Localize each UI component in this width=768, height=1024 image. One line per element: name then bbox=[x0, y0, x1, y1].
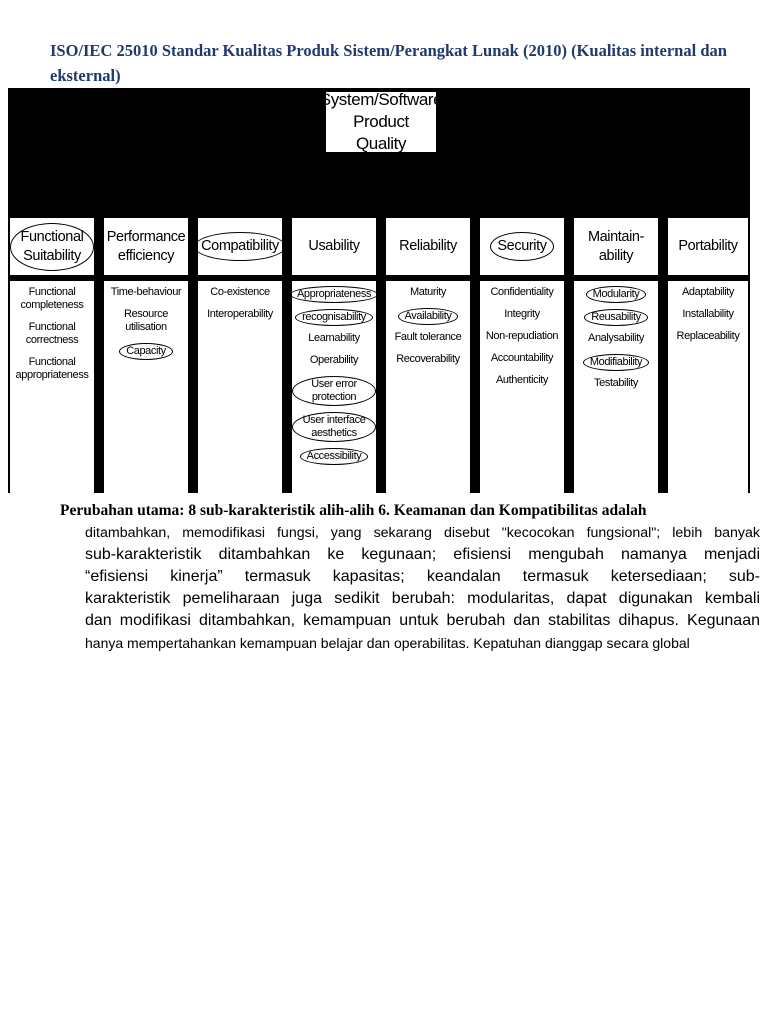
characteristic-label: Performance efficiency bbox=[106, 228, 186, 264]
root-node-line2: Product Quality bbox=[353, 112, 409, 153]
sub-characteristic-item: Operability bbox=[309, 354, 359, 366]
sub-characteristic-item: Modularity bbox=[586, 286, 647, 303]
sub-characteristic-list bbox=[198, 281, 282, 493]
characteristic-label: Maintain-ability bbox=[587, 228, 645, 264]
sub-characteristic-item: Authenticity bbox=[495, 374, 549, 386]
characteristic-label: Reliability bbox=[399, 238, 457, 254]
characteristic-box bbox=[104, 218, 188, 275]
paragraph-line: dan modifikasi ditambahkan, kemampuan untuk berubah dan stabilitas dihapus. Kegunaan bbox=[85, 612, 760, 629]
sub-characteristic-item: Replaceability bbox=[676, 330, 740, 342]
sub-characteristic-item: recognisability bbox=[295, 309, 373, 326]
characteristic-label: Security bbox=[490, 232, 553, 261]
sub-characteristic-item: Confidentiality bbox=[490, 286, 554, 298]
root-node bbox=[319, 90, 443, 153]
sub-characteristic-list bbox=[386, 281, 470, 493]
sub-characteristic-item: Integrity bbox=[504, 308, 540, 320]
sub-characteristic-item: Modifiability bbox=[583, 354, 649, 371]
paragraph-line: ditambahkan, memodifikasi fungsi, yang sekarang disebut "kecocokan fungsional"; lebih banyak bbox=[85, 525, 760, 541]
paragraph-line: karakteristik pemeliharaan juga sedikit berubah: modularitas, dapat digunakan kembali bbox=[85, 590, 760, 607]
sub-characteristic-list bbox=[668, 281, 748, 493]
quality-model-diagram bbox=[8, 88, 750, 493]
sub-characteristic-list bbox=[480, 281, 564, 493]
characteristic-label: Usability bbox=[308, 238, 360, 254]
sub-characteristic-item: Reusability bbox=[584, 309, 647, 326]
sub-characteristic-item: Availability bbox=[398, 308, 459, 325]
paragraph-lead: Perubahan utama: 8 sub-karakteristik alih-alih 6. Keamanan dan Kompatibilitas adalah bbox=[60, 502, 647, 519]
characteristic-box bbox=[480, 218, 564, 275]
sub-characteristic-item: Functional correctness bbox=[25, 321, 79, 346]
sub-characteristic-item: User error protection bbox=[292, 376, 376, 406]
sub-characteristic-list bbox=[292, 281, 376, 493]
sub-characteristic-item: User interface aesthetics bbox=[292, 412, 376, 442]
sub-characteristic-list bbox=[104, 281, 188, 493]
sub-characteristic-item: Resource utilisation bbox=[124, 308, 168, 333]
sub-characteristic-item: Appropriateness bbox=[290, 286, 378, 303]
sub-characteristic-item: Maturity bbox=[410, 286, 446, 298]
sub-characteristic-item: Functional appropriateness bbox=[15, 356, 89, 381]
characteristic-box bbox=[198, 218, 282, 275]
sub-characteristic-item: Non-repudiation bbox=[485, 330, 559, 342]
sub-characteristic-item: Time-behaviour bbox=[110, 286, 182, 298]
root-node-line1: System/Software bbox=[319, 90, 443, 109]
characteristic-label: Compatibility bbox=[194, 232, 286, 261]
sub-characteristic-item: Testability bbox=[594, 377, 638, 389]
sub-characteristic-item: Analysability bbox=[588, 332, 644, 344]
characteristic-label: Functional Suitability bbox=[10, 223, 94, 271]
sub-characteristic-item: Adaptability bbox=[681, 286, 735, 298]
sub-characteristic-item: Installability bbox=[682, 308, 734, 320]
paragraph-line: sub-karakteristik ditambahkan ke kegunaan; efisiensi mengubah namanya menjadi bbox=[85, 546, 760, 563]
paragraph-line: hanya mempertahankan kemampuan belajar dan operabilitas. Kepatuhan dianggap secara global bbox=[85, 635, 690, 651]
sub-characteristic-item: Functional completeness bbox=[20, 286, 84, 311]
sub-characteristic-item: Capacity bbox=[119, 343, 173, 360]
characteristic-box bbox=[292, 218, 376, 275]
characteristic-box bbox=[10, 218, 94, 275]
sub-characteristic-item: Learnability bbox=[308, 332, 360, 344]
sub-characteristic-item: Recoverability bbox=[396, 353, 460, 365]
characteristic-label: Portability bbox=[678, 238, 738, 254]
document-heading: ISO/IEC 25010 Standar Kualitas Produk Sistem/Perangkat Lunak (2010) (Kualitas internal dan eksternal) bbox=[50, 41, 727, 85]
sub-characteristic-item: Accessibility bbox=[300, 448, 369, 465]
sub-characteristic-item: Interoperability bbox=[207, 308, 273, 320]
sub-characteristic-list bbox=[10, 281, 94, 493]
paragraph-line: “efisiensi kinerja” termasuk kapasitas; keandalan termasuk ketersediaan; sub- bbox=[85, 568, 760, 585]
characteristic-box bbox=[668, 218, 748, 275]
sub-characteristic-item: Accountability bbox=[490, 352, 554, 364]
characteristic-box bbox=[386, 218, 470, 275]
characteristic-box bbox=[574, 218, 658, 275]
body-paragraph bbox=[60, 500, 760, 654]
sub-characteristic-list bbox=[574, 281, 658, 493]
sub-characteristic-item: Fault tolerance bbox=[394, 331, 462, 343]
sub-characteristic-item: Co-existence bbox=[210, 286, 270, 298]
